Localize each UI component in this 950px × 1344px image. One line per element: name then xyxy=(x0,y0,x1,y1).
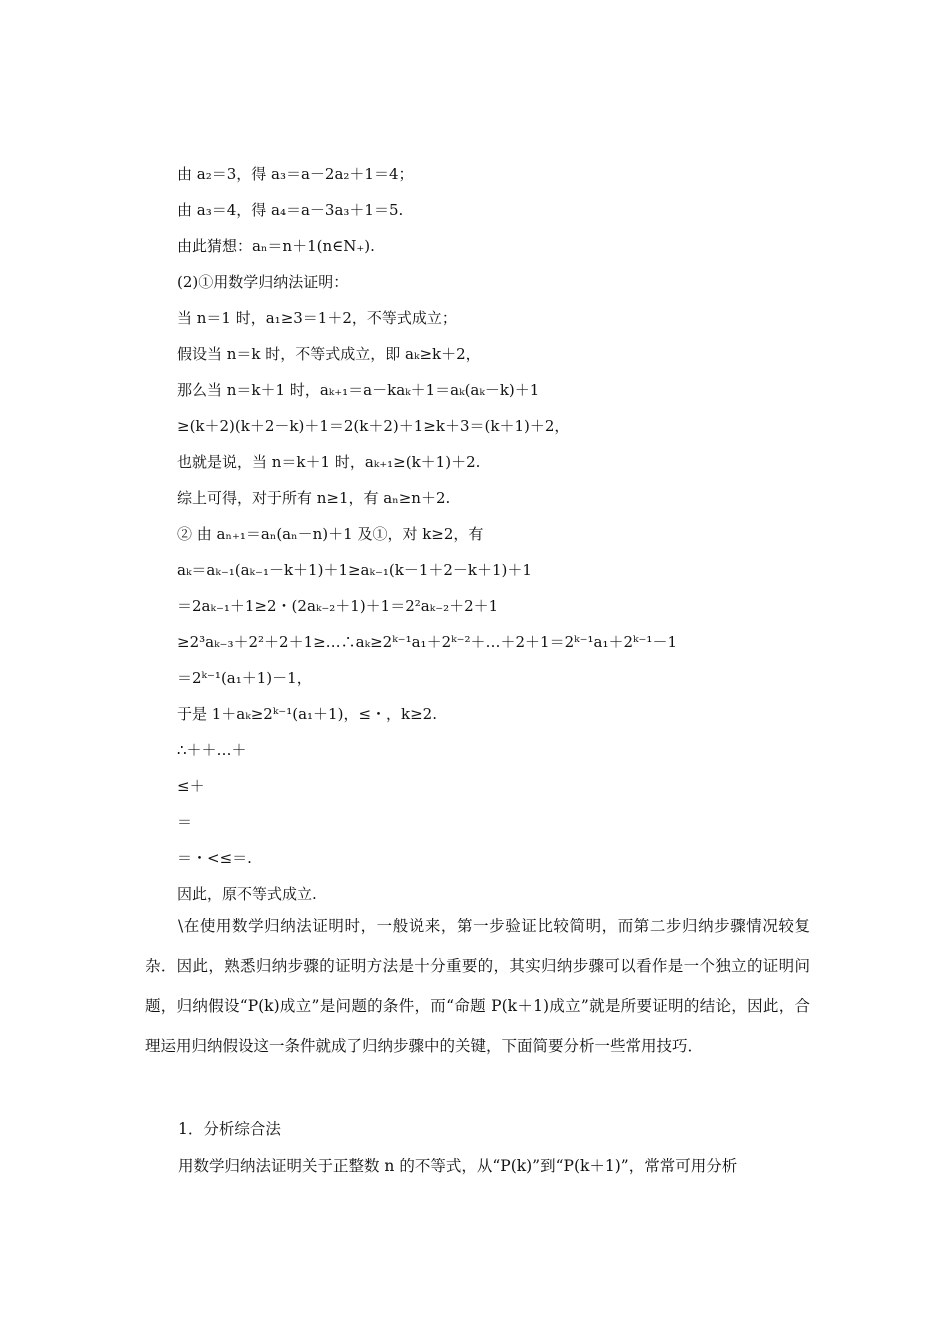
paragraph-text: 用数学归纳法证明关于正整数 n 的不等式，从“P(k)”到“P(k＋1)”，常常可用分析 xyxy=(178,1157,738,1175)
text-line: (2)①用数学归纳法证明： xyxy=(177,273,349,291)
text-line: 那么当 n＝k＋1 时，aₖ₊₁＝a－kaₖ＋1＝aₖ(aₖ－k)＋1 xyxy=(177,381,540,399)
text-line: 假设当 n＝k 时，不等式成立，即 aₖ≥k＋2， xyxy=(177,345,481,363)
paragraph-analysis xyxy=(145,1146,810,1186)
text-line: ＝ xyxy=(177,813,193,831)
text-line: ≥2³aₖ₋₃＋2²＋2＋1≥…∴aₖ≥2ᵏ⁻¹a₁＋2ᵏ⁻²＋…＋2＋1＝2ᵏ⁻¹a₁＋2ᵏ⁻¹－1 xyxy=(177,633,677,651)
section-heading-text: 1．分析综合法 xyxy=(178,1120,281,1138)
text-line: 也就是说，当 n＝k＋1 时，aₖ₊₁≥(k＋1)＋2. xyxy=(177,453,481,471)
text-line: ② 由 aₙ₊₁＝aₙ(aₙ－n)＋1 及①，对 k≥2，有 xyxy=(177,525,484,543)
text-line: 由 a₂＝3，得 a₃＝a－2a₂＋1＝4； xyxy=(177,165,414,183)
text-line: ≤＋ xyxy=(177,777,205,795)
text-line: aₖ＝aₖ₋₁(aₖ₋₁－k＋1)＋1≥aₖ₋₁(k－1＋2－k＋1)＋1 xyxy=(177,561,532,579)
paragraph-text: \在使用数学归纳法证明时，一般说来，第一步验证比较简明，而第二步归纳步骤情况较复杂．因此，熟悉归纳步骤的证明方法是十分重要的，其实归纳步骤可以看作是一个独立的证明问题，归纳假设“P(k)成立”是问题的条件，而“命题 P(k＋1)成立”就是所要证明的结论，因此，合理运用归纳假设这一条件就成了归纳步骤中的关键，下面简要分析一些常用技巧． xyxy=(145,917,810,1055)
section-heading xyxy=(145,1109,810,1149)
text-line: 由此猜想：aₙ＝n＋1(n∈N₊). xyxy=(177,237,375,255)
text-line: 因此，原不等式成立. xyxy=(177,885,317,903)
text-line: ∴＋＋…＋ xyxy=(177,741,247,759)
text-line: 综上可得，对于所有 n≥1，有 aₙ≥n＋2. xyxy=(177,489,451,507)
text-line: 当 n＝1 时，a₁≥3＝1＋2，不等式成立； xyxy=(177,309,457,327)
paragraph-explanation xyxy=(145,906,810,1066)
text-line: ＝2aₖ₋₁＋1≥2・(2aₖ₋₂＋1)＋1＝2²aₖ₋₂＋2＋1 xyxy=(177,597,499,615)
text-line: ＝・<≤＝. xyxy=(177,849,252,867)
text-line: 于是 1＋aₖ≥2ᵏ⁻¹(a₁＋1)，≤・，k≥2. xyxy=(177,705,437,723)
text-line: ＝2ᵏ⁻¹(a₁＋1)－1， xyxy=(177,669,312,687)
text-line: ≥(k＋2)(k＋2－k)＋1＝2(k＋2)＋1≥k＋3＝(k＋1)＋2， xyxy=(177,417,570,435)
text-line: 由 a₃＝4，得 a₄＝a－3a₃＋1＝5. xyxy=(177,201,404,219)
